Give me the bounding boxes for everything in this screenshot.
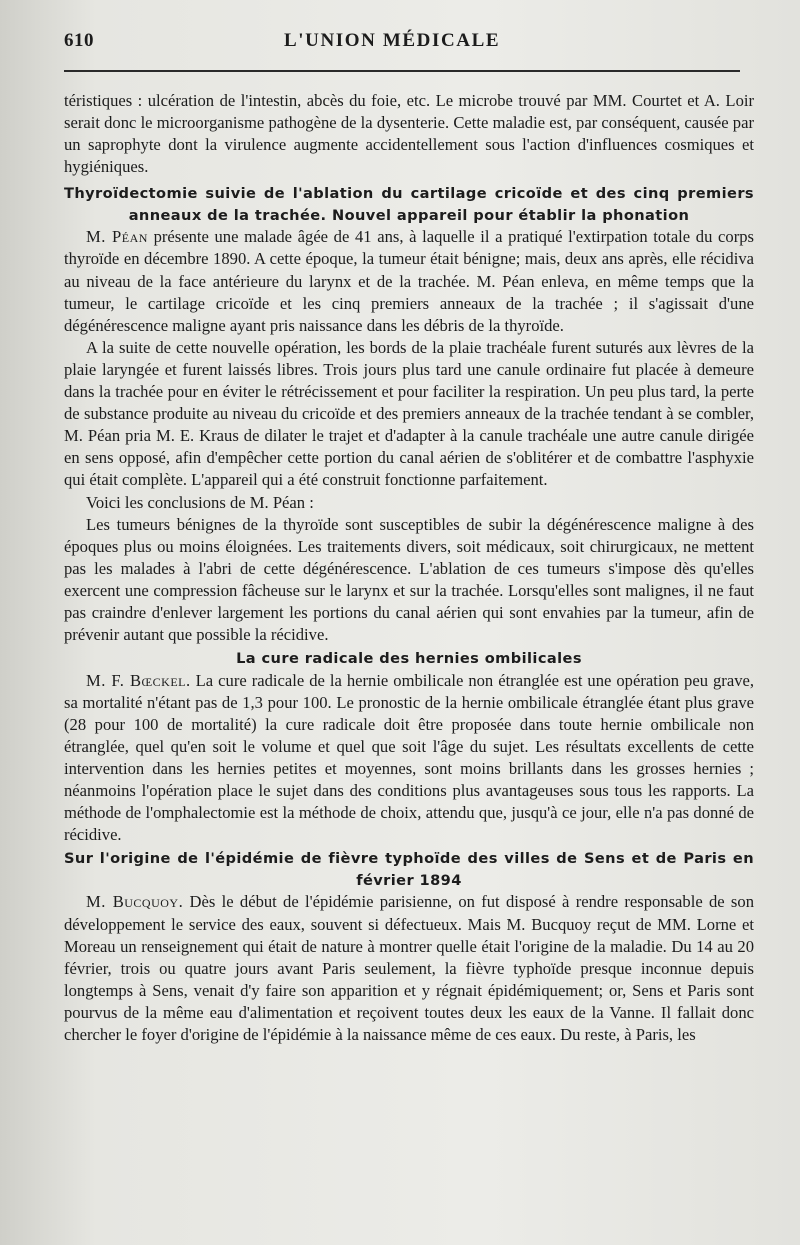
speaker-name: M. Bucquoy.: [86, 892, 184, 912]
speaker-name: M. F. Bœckel.: [86, 670, 191, 690]
paragraph-text: Dès le début de l'épidémie parisienne, on fut disposé à rendre responsable de son développement le service des eaux, souvent si défectueux. Mais M. Bucquoy reçut de MM. Lorne et Moreau un renseignement qui était de nature à montrer quelle était l'origine de la maladie. Du 14 au 20 février, trois ou quatre jours avant Paris seulement, la fièvre typhoïde presque inconnue depuis longtemps à Sens, venait d'y faire son apparition et y régnait épidémiquement; or, Sens et Paris sont pourvus de la même eau d'alimentation et reçoivent toutes deux les eaux de la Vanne. Il fallait donc chercher le foyer d'origine de l'épidémie à la naissance même de ces eaux. Du reste, à Paris, les: [64, 892, 754, 1044]
continuation-paragraph: téristiques : ulcération de l'intestin, abcès du foie, etc. Le microbe trouvé par MM. Courtet et A. Loir serait donc le microorganisme pathogène de la dysenterie. Cette maladie est, par conséquent, causée par un saprophyte dont la virulence augmente accidentellement sous l'action d'influences cosmiques et hygiéniques.: [64, 91, 754, 177]
paragraph: Les tumeurs bénignes de la thyroïde sont susceptibles de subir la dégénérescence maligne à des époques plus ou moins éloignées. Les traitements divers, soit médicaux, soit chirurgicaux, ne mettent pas les malades à l'abri de cette dégénérescence. L'ablation de ces tumeurs s'impose dès qu'elles exercent une compression fâcheuse sur le larynx et sur la trachée. Lorsqu'elles sont malignes, il ne faut pas craindre d'enlever largement les portions du canal aérien qui sont envahies par la tumeur, afin de prévenir autant que possible la récidive.: [64, 514, 754, 645]
article-body: [64, 90, 754, 1046]
paragraph: [64, 891, 754, 1046]
page-number: 610: [64, 30, 94, 51]
section-heading-thyroidectomie: Thyroïdectomie suivie de l'ablation du cartilage cricoïde et des cinq premiers anneaux de la trachée. Nouvel appareil pour établir la phonation: [64, 185, 754, 224]
section-heading-hernies: La cure radicale des hernies ombilicales: [236, 650, 582, 668]
paragraph-text: présente une malade âgée de 41 ans, à laquelle il a pratiqué l'extirpation totale du corps thyroïde en décembre 1890. A cette époque, la tumeur était bénigne; mais, deux ans après, elle récidiva au niveau de la face antérieure du larynx et de la trachée. M. Péan enleva, en même temps que la tumeur, le cartilage cricoïde et les cinq premiers anneaux de la trachée ; il s'agissait d'une dégénérescence maligne ayant pris naissance dans les débris de la thyroïde.: [64, 227, 754, 335]
speaker-name: M. Péan: [86, 227, 148, 247]
paragraph: [64, 670, 754, 847]
paragraph: Voici les conclusions de M. Péan :: [86, 492, 314, 512]
header-rule: [64, 70, 740, 72]
running-title: L'UNION MÉDICALE: [284, 30, 501, 51]
paragraph: A la suite de cette nouvelle opération, les bords de la plaie trachéale furent suturés aux lèvres de la plaie laryngée et furent laissés libres. Trois jours plus tard une canule ordinaire fut placée à demeure dans la trachée pour en éviter le rétrécissement et pour faciliter la respiration. Un peu plus tard, la perte de substance produite au niveau du cricoïde et des premiers anneaux de la trachée tendant à se combler, M. Péan pria M. E. Kraus de dilater le trajet et d'adapter à la canule trachéale une autre canule dirigée en sens opposé, afin d'empêcher cette portion du canal aérien de s'oblitérer et de combattre l'asphyxie qui était complète. L'appareil qui a été construit fonctionne parfaitement.: [64, 337, 754, 490]
paragraph-text: La cure radicale de la hernie ombilicale non étranglée est une opération peu grave, sa mortalité n'étant pas de 1,3 pour 100. Le pronostic de la hernie ombilicale étranglée étant plus grave (28 pour 100 de mortalité) la cure radicale doit être proposée dans toute hernie ombilicale non étranglée, quel qu'en soit le volume et quel que soit l'âge du sujet. Les résultats excellents de cette intervention dans les hernies petites et moyennes, sont moins brillants dans les grosses hernies ; néanmoins l'opération place le sujet dans des conditions plus avantageuses sous tous les rapports. La méthode de l'omphalectomie est la méthode de choix, attendu que, jusqu'à ce jour, elle n'a pas donné de récidive.: [64, 670, 755, 845]
paragraph: [64, 226, 754, 336]
section-heading-typhoide: Sur l'origine de l'épidémie de fièvre typhoïde des villes de Sens et de Paris en février 1894: [64, 850, 754, 889]
running-header: [64, 30, 754, 64]
